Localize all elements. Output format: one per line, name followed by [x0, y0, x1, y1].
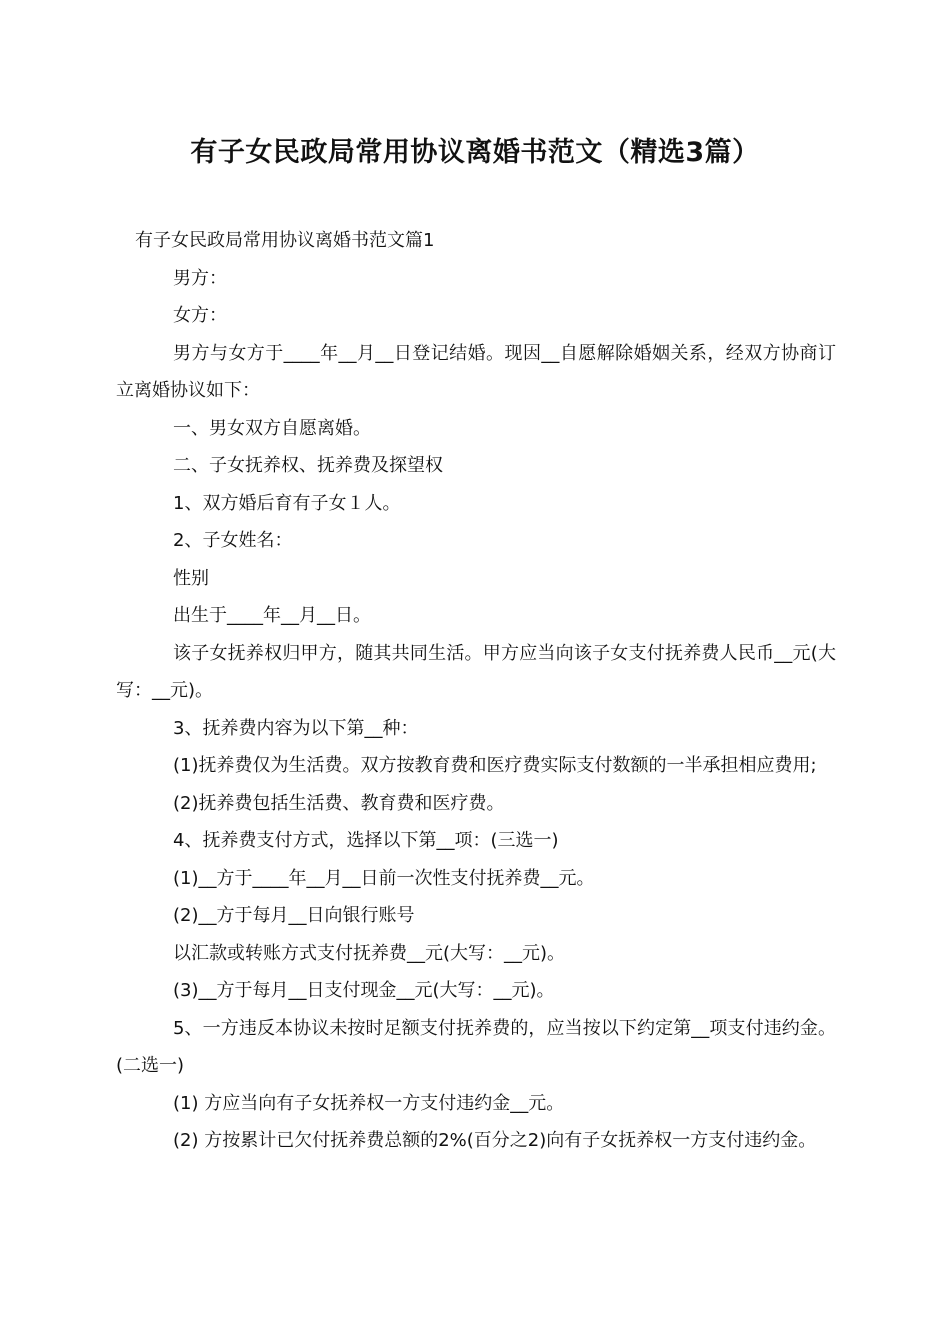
section-heading: 有子女民政局常用协议离婚书范文篇1 — [135, 230, 435, 251]
paragraph: 出生于____年__月__日。 — [173, 605, 371, 626]
paragraph: (3)__方于每月__日支付现金__元(大写：__元)。 — [173, 980, 555, 1001]
paragraph: 性别 — [173, 567, 209, 589]
document-body — [116, 222, 836, 1160]
paragraph: (2)__方于每月__日向银行账号 — [173, 905, 415, 926]
paragraph: 该子女抚养权归甲方，随其共同生活。甲方应当向该子女支付抚养费人民币__元(大写：__元)。 — [116, 642, 836, 701]
paragraph: 女方： — [173, 305, 227, 326]
paragraph: 男方： — [173, 267, 227, 289]
paragraph: (2)抚养费包括生活费、教育费和医疗费。 — [173, 792, 505, 814]
paragraph: (1)__方于____年__月__日前一次性支付抚养费__元。 — [173, 867, 595, 889]
paragraph: 二、子女抚养权、抚养费及探望权 — [173, 455, 443, 476]
paragraph: 以汇款或转账方式支付抚养费__元(大写：__元)。 — [173, 942, 566, 964]
paragraph: 一、男女双方自愿离婚。 — [173, 417, 371, 439]
paragraph: 4、抚养费支付方式，选择以下第__项：(三选一) — [173, 830, 559, 851]
paragraph: 1、双方婚后育有子女１人。 — [173, 492, 401, 514]
paragraph: 男方与女方于____年__月__日登记结婚。现因__自愿解除婚姻关系，经双方协商订立离婚协议如下： — [116, 342, 836, 401]
paragraph: (2) 方按累计已欠付抚养费总额的2%(百分之2)向有子女抚养权一方支付违约金。 — [173, 1130, 817, 1151]
paragraph: (1)抚养费仅为生活费。双方按教育费和医疗费实际支付数额的一半承担相应费用; — [173, 755, 817, 776]
paragraph: 5、一方违反本协议未按时足额支付抚养费的，应当按以下约定第__项支付违约金。(二选一) — [116, 1017, 836, 1076]
document-title: 有子女民政局常用协议离婚书范文（精选3篇） — [190, 137, 760, 168]
paragraph: 3、抚养费内容为以下第__种： — [173, 717, 419, 739]
paragraph: 2、子女姓名： — [173, 530, 293, 551]
paragraph: (1) 方应当向有子女抚养权一方支付违约金__元。 — [173, 1092, 565, 1114]
